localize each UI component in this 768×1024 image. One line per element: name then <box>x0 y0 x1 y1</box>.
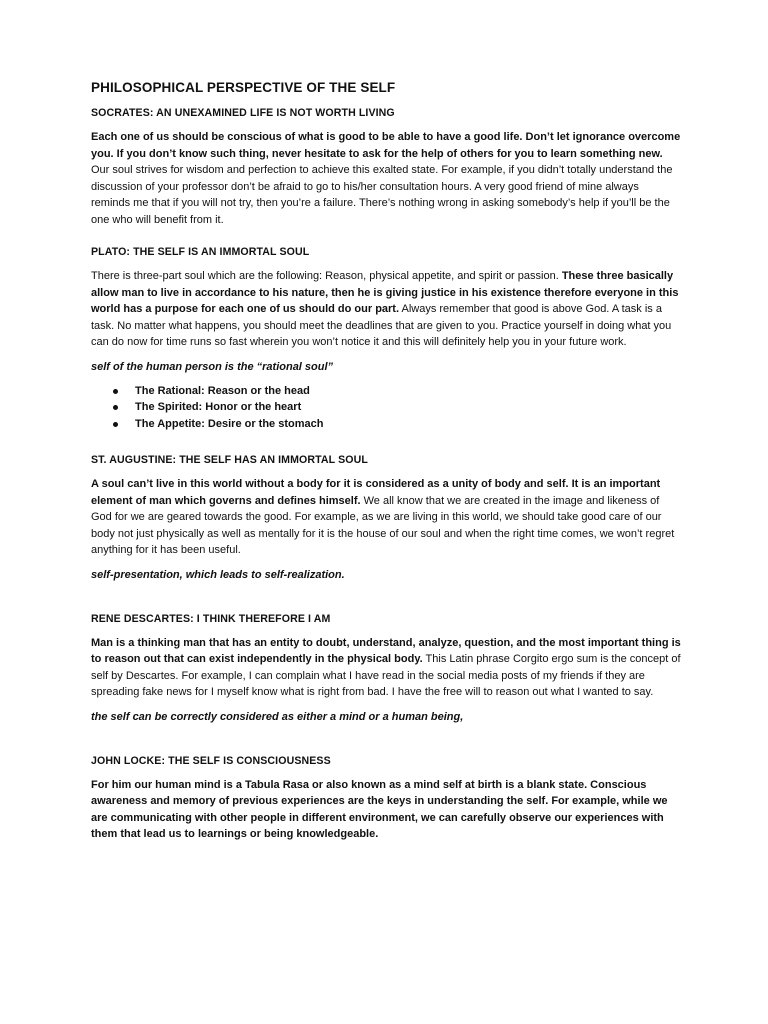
bullet-icon <box>113 389 118 394</box>
list-item-label: The Rational: Reason or the head <box>135 384 310 397</box>
body-text: This Latin phrase Corgito ergo sum is the concept of self by Descartes. For example, I can complain what I have read in the social media posts of my friends if they are spreading fake news for I myself know what is right from bad. I have the free will to reason out what I wanted to say. <box>91 653 681 698</box>
section-heading-descartes: RENE DESCARTES: I THINK THEREFORE I AM <box>91 612 331 625</box>
list-item <box>91 383 681 400</box>
list-item-label: The Spirited: Honor or the heart <box>135 401 302 413</box>
section-body-socrates <box>91 129 681 228</box>
section-italic-descartes: the self can be correctly considered as either a mind or a human being, <box>91 710 464 723</box>
section-italic-augustine: self-presentation, which leads to self-realization. <box>91 568 345 581</box>
body-text: There is three-part soul which are the following: Reason, physical appetite, and spirit or passion. <box>91 270 562 282</box>
section-heading-plato: PLATO: THE SELF IS AN IMMORTAL SOUL <box>91 246 310 258</box>
section-italic-plato: self of the human person is the “rational soul” <box>91 360 334 373</box>
section-heading-locke: JOHN LOCKE: THE SELF IS CONSCIOUSNESS <box>91 754 331 767</box>
body-text: Our soul strives for wisdom and perfection to achieve this exalted state. For example, if you didn’t totally understand the discussion of your professor don’t be afraid to go to his/her consultation hours. A very good friend of mine always reminds me that if you will not try, then you’re a failure. There’s nothing wrong in asking somebody’s help if you’ll be the one who will benefit from it. <box>91 164 673 226</box>
section-body-descartes <box>91 635 681 701</box>
list-item <box>91 416 681 433</box>
section-heading-augustine: ST. AUGUSTINE: THE SELF HAS AN IMMORTAL SOUL <box>91 454 368 466</box>
body-bold-text: A soul can’t live in this world without a body for it is considered as a unity of body and self. It is an important element of man which governs and defines himself. <box>91 478 661 507</box>
list-item-label: The Appetite: Desire or the stomach <box>135 417 324 430</box>
document-page <box>91 80 681 851</box>
section-body-augustine <box>91 476 681 559</box>
body-bold-text: Man is a thinking man that has an entity to doubt, understand, analyze, question, and the most important thing is to reason out that can exist independently in the physical body. <box>91 636 681 665</box>
bullet-list-plato <box>91 383 681 433</box>
bullet-icon <box>113 422 118 427</box>
body-bold-text: These three basically allow man to live in accordance to his nature, then he is giving justice in his existence therefore everyone in this world has a purpose for each one of us should do our part. <box>91 270 679 315</box>
document-title: PHILOSOPHICAL PERSPECTIVE OF THE SELF <box>91 80 396 95</box>
section-heading-socrates: SOCRATES: AN UNEXAMINED LIFE IS NOT WORTH LIVING <box>91 107 395 119</box>
section-body-plato <box>91 268 681 351</box>
bullet-icon <box>113 405 118 410</box>
list-item <box>91 399 681 416</box>
body-text: Always remember that good is above God. A task is a task. No matter what happens, you should meet the deadlines that are given to you. Practice yourself in doing what you can do now for time runs so fast wherein you won’t notice it and this will definitely help you in your future work. <box>91 303 672 348</box>
body-text: We all know that we are created in the image and likeness of God for we are geared towards the good. For example, as we are living in this world, we should take good care of our body not just physically as well as mentally for it is the house of our soul and when the right time comes, we won’t regret anything for it has been useful. <box>91 494 675 556</box>
body-bold-text: For him our human mind is a Tabula Rasa or also known as a mind self at birth is a blank state. Conscious awareness and memory of previous experiences are the keys in understanding the self. <box>91 778 647 807</box>
section-body-locke <box>91 777 681 843</box>
body-text: For example, while we are communicating with other people in different environment, we can carefully observe our experiences with them that lead us to learnings or being knowledgeable. <box>91 795 668 840</box>
body-bold-text: Each one of us should be conscious of what is good to be able to have a good life. Don’t let ignorance overcome you. If you don’t know such thing, never hesitate to ask for the help of others for you to learn something new. <box>91 131 681 160</box>
